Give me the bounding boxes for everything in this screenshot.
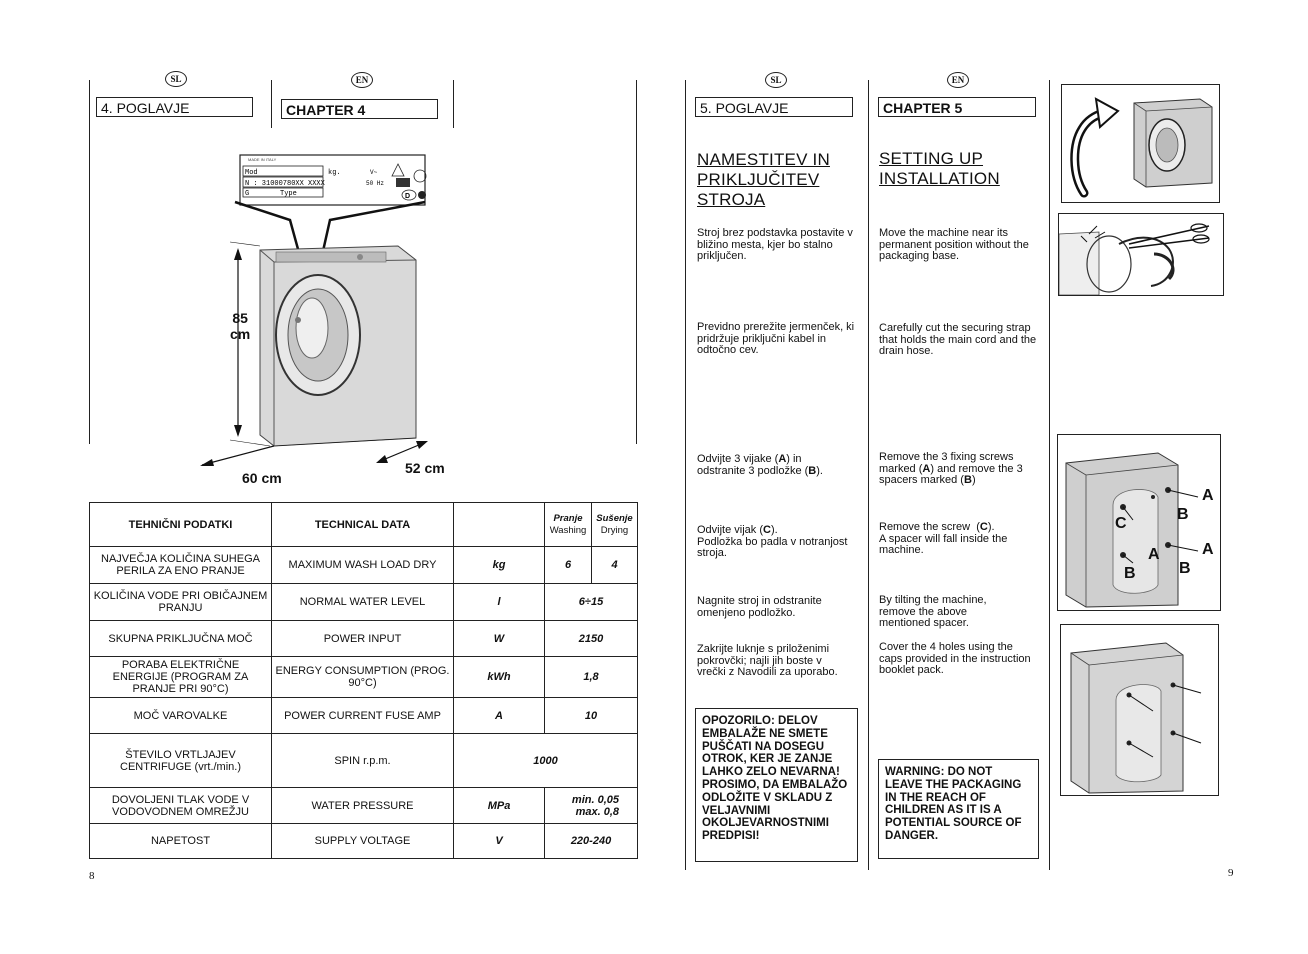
label-b-top: B (1177, 506, 1189, 523)
left-margin-rule (89, 80, 90, 444)
depth-dimension-label: 52 cm (405, 460, 445, 476)
step-text-en: Remove the screw (C). A spacer will fall inside the machine. (879, 521, 1008, 557)
table-row: ŠTEVILO VRTLJAJEV CENTRIFUGE (vrt./min.) SPIN r.p.m. 1000 (90, 734, 638, 788)
rating-plate-voltage: V~ (370, 169, 378, 176)
step-text-sl: Odvijte vijak (C). Podložka bo padla v notranjost stroja. (697, 524, 848, 560)
step-text-en: Carefully cut the securing strap that holds the main cord and the drain hose. (879, 322, 1037, 358)
label-a-top: A (1202, 487, 1214, 504)
right-column-rule-2 (1049, 80, 1050, 870)
step-text-sl: Stroj brez podstavka postavite v bližino mesta, kjer bo stalno priključen. (697, 227, 853, 263)
right-margin-rule (685, 80, 686, 870)
table-row: NAJVEČJA KOLIČINA SUHEGA PERILA ZA ENO PRANJE MAXIMUM WASH LOAD DRY kg 6 4 (90, 547, 638, 584)
lang-badge-en: EN (351, 72, 373, 88)
label-b-right: B (1179, 560, 1191, 577)
warning-box-sl: OPOZORILO: DELOV EMBALAŽE NE SMETE PUŠČATI NA DOSEGU OTROK, KER JE ZANJE LAHKO ZELO NEVARNA! PROSIMO, DA EMBALAŽO ODLOŽITE V SKLADU Z VELJAVNIMI OKOLJEVARNOSTNIMI PREDPISI! (695, 708, 858, 862)
figure-screws-abc (1057, 434, 1221, 611)
label-a-right: A (1202, 541, 1214, 558)
table-header-row (90, 503, 638, 547)
technical-data-table (89, 502, 638, 859)
table-row: KOLIČINA VODE PRI OBIČAJNEM PRANJU NORMAL WATER LEVEL l 6÷15 (90, 584, 638, 621)
lang-badge-sl: SL (165, 71, 187, 87)
chapter-heading-en: CHAPTER 4 (281, 99, 438, 119)
lang-badge-en-right: EN (947, 72, 969, 88)
step-text-sl: Odvijte 3 vijake (A) in odstranite 3 podložke (B). (697, 453, 823, 477)
lang-badge-sl-right: SL (765, 72, 787, 88)
header-unit (454, 503, 545, 547)
step-text-sl: Previdno prerežite jermenček, ki pridržuje priključni kabel in odtočno cev. (697, 321, 855, 357)
left-column-rule (271, 80, 272, 128)
rating-plate-serial: N : 31000780XX XXXX (245, 180, 325, 188)
step-text-en: Move the machine near its permanent position without the packaging base. (879, 227, 1029, 263)
left-right-rule (636, 80, 637, 444)
page-number-right: 9 (1228, 867, 1234, 879)
rating-plate-kg: kg. (328, 169, 341, 177)
table-row: SKUPNA PRIKLJUČNA MOČ POWER INPUT W 2150 (90, 621, 638, 657)
ce-mark-icon (396, 178, 410, 187)
warning-box-en: WARNING: DO NOT LEAVE THE PACKAGING IN THE REACH OF CHILDREN AS IT IS A POTENTIAL SOURCE OF DANGER. (878, 759, 1039, 859)
step-text-en: Cover the 4 holes using the caps provided in the instruction booklet pack. (879, 641, 1031, 677)
table-row: MOČ VAROVALKE POWER CURRENT FUSE AMP A 10 (90, 698, 638, 734)
label-b-bottom: B (1124, 565, 1136, 582)
chapter-heading-sl: 4. POGLAVJE (96, 97, 253, 117)
table-row: PORABA ELEKTRIČNE ENERGIJE (PROGRAM ZA PRANJE PRI 90°C) ENERGY CONSUMPTION (PROG. 90°C) kWh 1,8 (90, 657, 638, 698)
header-drying: Sušenje Drying (592, 503, 638, 547)
section-title-en: SETTING UP INSTALLATION (879, 149, 1000, 188)
rating-plate-d: D (405, 193, 411, 200)
svg-text:MADE IN ITALY: MADE IN ITALY (248, 157, 277, 162)
rating-plate-g: G (245, 190, 250, 198)
height-dimension-label (230, 310, 250, 342)
right-column-rule (868, 80, 869, 870)
figure-cut-strap (1058, 213, 1224, 296)
header-en: TECHNICAL DATA (272, 503, 454, 547)
height-value: 85 (232, 310, 248, 326)
step-text-en: By tilting the machine, remove the above mentioned spacer. (879, 594, 987, 630)
height-unit: cm (230, 326, 251, 342)
rating-plate-type: Type (280, 190, 297, 198)
width-dimension-label: 60 cm (242, 470, 282, 486)
left-column-rule-2 (453, 80, 454, 128)
table-row: NAPETOST SUPPLY VOLTAGE V 220-240 (90, 824, 638, 859)
step-text-en: Remove the 3 fixing screws marked (A) and remove the 3 spacers marked (B) (879, 451, 1023, 487)
figure-cover-holes (1060, 624, 1219, 796)
rating-plate-hz: 50 Hz (366, 180, 385, 187)
label-c: C (1115, 515, 1127, 532)
step-text-sl: Zakrijte luknje s priloženimi pokrovčki; najli jih boste v vrečki z Navodili za uporabo. (697, 643, 838, 679)
chapter-heading-en-right: CHAPTER 5 (878, 97, 1036, 117)
table-row: DOVOLJENI TLAK VODE V VODOVODNEM OMREŽJU WATER PRESSURE MPa min. 0,05 max. 0,8 (90, 788, 638, 824)
header-sl: TEHNIČNI PODATKI (90, 503, 272, 547)
step-text-sl: Nagnite stroj in odstranite omenjeno podložko. (697, 595, 822, 619)
section-title-sl: NAMESTITEV IN PRIKLJUČITEV STROJA (697, 150, 830, 209)
chapter-heading-sl-right: 5. POGLAVJE (695, 97, 853, 117)
page-number-left: 8 (89, 870, 95, 882)
header-washing: Pranje Washing (545, 503, 592, 547)
figure-remove-base (1061, 84, 1220, 203)
label-a-bottom: A (1148, 546, 1160, 563)
rating-plate-mod: Mod (245, 169, 258, 177)
